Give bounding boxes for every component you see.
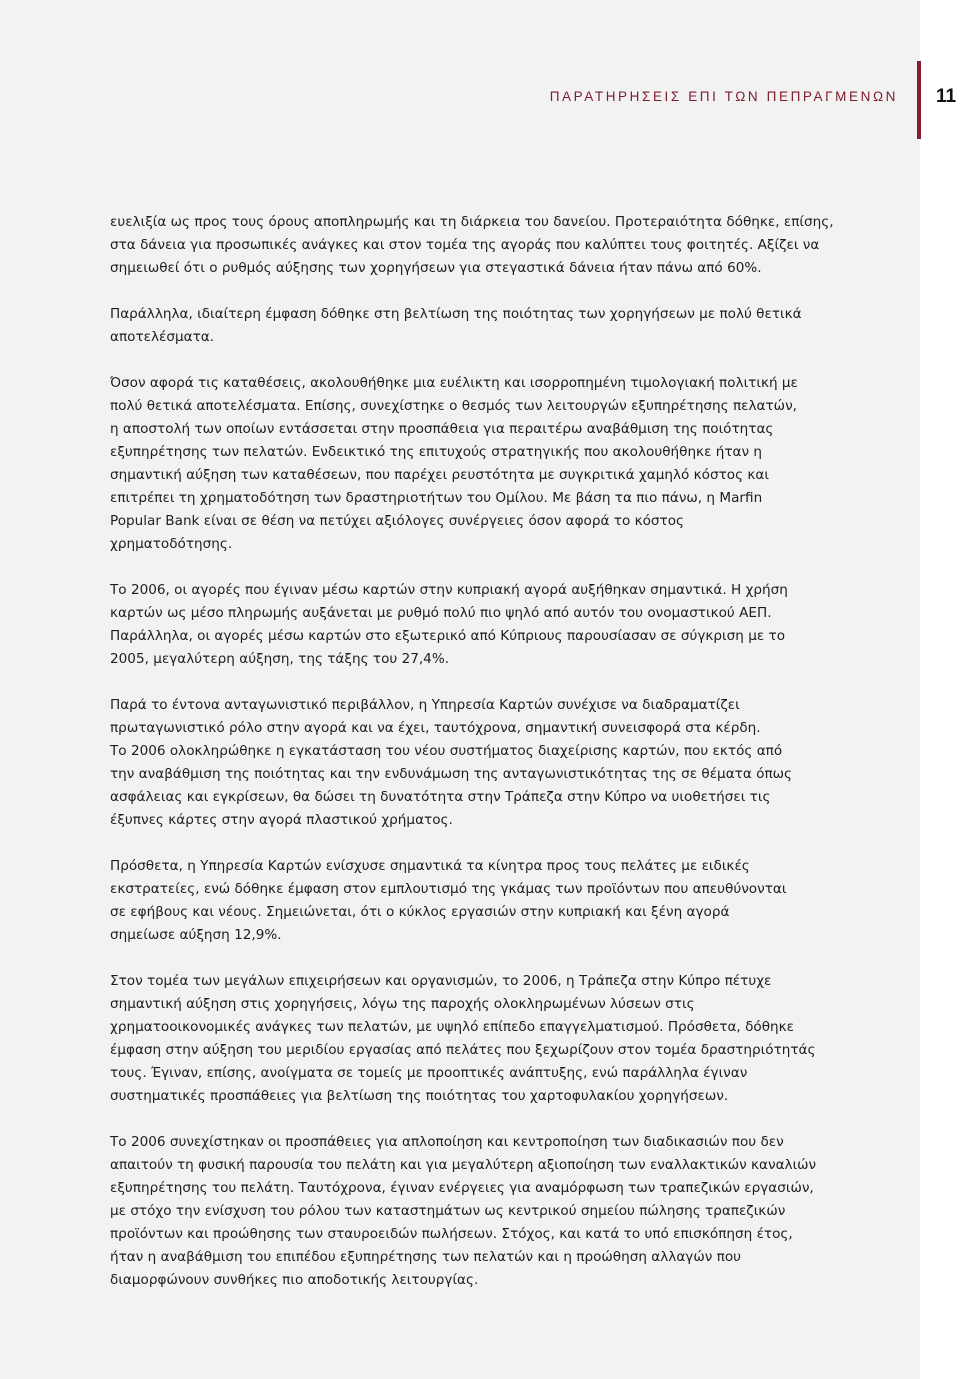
paragraph-8 [110, 1131, 830, 1292]
text-line: η αποστολή των οποίων εντάσσεται στην προσπάθεια για περαιτέρω αναβάθμιση της ποιότητας [110, 421, 774, 437]
text-line: 2005, μεγαλύτερη αύξηση, της τάξης του 27,4%. [110, 651, 450, 667]
text-line: σημαντική αύξηση των καταθέσεων, που παρέχει ρευστότητα με συγκριτικά χαμηλό κόστος και [110, 467, 769, 483]
text-line: έξυπνες κάρτες στην αγορά πλαστικού χρήματος. [110, 812, 453, 828]
text-line: ασφάλειας και εγκρίσεων, θα δώσει τη δυνατότητα στην Τράπεζα στην Κύπρο να υιοθετήσει τις [110, 789, 771, 805]
text-line: Το 2006 συνεχίστηκαν οι προσπάθειες για απλοποίηση και κεντροποίηση των διαδικασιών που δεν [110, 1134, 784, 1150]
text-line: Στον τομέα των μεγάλων επιχειρήσεων και οργανισμών, το 2006, η Τράπεζα στην Κύπρο πέτυχε [110, 973, 772, 989]
text-line: πολύ θετικά αποτελέσματα. Επίσης, συνεχίστηκε ο θεσμός των λειτουργών εξυπηρέτησης πελατών, [110, 398, 797, 414]
paragraph-7 [110, 970, 830, 1108]
text-line: τους. Έγιναν, επίσης, ανοίγματα σε τομείς με προοπτικές ανάπτυξης, ενώ παράλληλα έγιναν [110, 1065, 748, 1081]
body-text [110, 211, 834, 1315]
text-line: Πρόσθετα, η Υπηρεσία Καρτών ενίσχυσε σημαντικά τα κίνητρα προς τους πελάτες με ειδικές [110, 858, 750, 874]
text-line: αποτελέσματα. [110, 329, 215, 345]
text-line: Το 2006 ολοκληρώθηκε η εγκατάσταση του νέου συστήματος διαχείρισης καρτών, που εκτός από [110, 743, 783, 759]
text-line: σε εφήβους και νέους. Σημειώνεται, ότι ο κύκλος εργασιών στην κυπριακή και ξένη αγορά [110, 904, 730, 920]
text-line: εκστρατείες, ενώ δόθηκε έμφαση στον εμπλουτισμό της γκάμας των προϊόντων που απευθύνονται [110, 881, 787, 897]
text-line: Παρά το έντονα ανταγωνιστικό περιβάλλον, η Υπηρεσία Καρτών συνέχισε να διαδραματίζει [110, 697, 740, 713]
paragraph-3 [110, 372, 830, 556]
text-line: Όσον αφορά τις καταθέσεις, ακολουθήθηκε μια ευέλικτη και ισορροπημένη τιμολογιακή πολιτική με [110, 375, 798, 391]
text-line: προϊόντων και προώθησης των σταυροειδών πωλήσεων. Στόχος, και κατά το υπό επισκόπηση έτος, [110, 1226, 793, 1242]
text-line: σημειωθεί ότι ο ρυθμός αύξησης των χορηγήσεων για στεγαστικά δάνεια ήταν πάνω από 60%. [110, 260, 762, 276]
text-line: ήταν η αναβάθμιση του επιπέδου εξυπηρέτησης των πελατών και η προώθηση αλλαγών που [110, 1249, 742, 1265]
text-line: Το 2006, οι αγορές που έγιναν μέσω καρτών στην κυπριακή αγορά αυξήθηκαν σημαντικά. Η χρήση [110, 582, 788, 598]
paragraph-2 [110, 303, 830, 349]
paragraph-1 [110, 211, 834, 280]
text-line: με στόχο την ενίσχυση του ρόλου των καταστημάτων ως κεντρικού σημείου πώλησης τραπεζικών [110, 1203, 786, 1219]
section-title: ΠΑΡΑΤΗΡΗΣΕΙΣ ΕΠΙ ΤΩΝ ΠΕΠΡΑΓΜΕΝΩΝ [549, 89, 898, 104]
text-line: έμφαση στην αύξηση του μεριδίου εργασίας από πελάτες που ξεχωρίζουν στον τομέα δραστηριότητάς [110, 1042, 816, 1058]
header-divider [917, 61, 921, 139]
text-line: εξυπηρέτησης των πελατών. Ενδεικτικό της επιτυχούς στρατηγικής που ακολουθήθηκε ήταν η [110, 444, 763, 460]
text-line: χρηματοοικονομικές ανάγκες των πελατών, με υψηλό επίπεδο επαγγελματισμού. Πρόσθετα, δόθηκε [110, 1019, 794, 1035]
page-number: 11 [936, 86, 957, 107]
text-line: την αναβάθμιση της ποιότητας και την ενδυνάμωση της ανταγωνιστικότητας της σε θέματα όπως [110, 766, 792, 782]
paragraph-6 [110, 855, 830, 947]
text-line: διαμορφώνουν συνθήκες πιο αποδοτικής λειτουργίας. [110, 1272, 479, 1288]
text-line: Popular Bank είναι σε θέση να πετύχει αξιόλογες συνέργειες όσον αφορά το κόστος [110, 513, 685, 529]
text-line: καρτών ως μέσο πληρωμής αυξάνεται με ρυθμό πολύ πιο ψηλό από αυτόν του ονομαστικού ΑΕΠ. [110, 605, 772, 621]
text-line: επιτρέπει τη χρηματοδότηση των δραστηριοτήτων του Ομίλου. Με βάση τα πιο πάνω, η Marfin [110, 490, 763, 506]
text-line: πρωταγωνιστικό ρόλο στην αγορά και να έχει, ταυτόχρονα, σημαντική συνεισφορά στα κέρδη. [110, 720, 761, 736]
text-line: στα δάνεια για προσωπικές ανάγκες και στον τομέα της αγοράς που καλύπτει τους φοιτητές. Αξίζει να [110, 237, 820, 253]
text-line: απαιτούν τη φυσική παρουσία του πελάτη και για μεγαλύτερη αξιοποίηση των εναλλακτικών καναλιών [110, 1157, 817, 1173]
text-line: σημαντική αύξηση στις χορηγήσεις, λόγω της παροχής ολοκληρωμένων λύσεων στις [110, 996, 695, 1012]
paragraph-4 [110, 579, 830, 671]
text-line: σημείωσε αύξηση 12,9%. [110, 927, 282, 943]
paragraph-5 [110, 694, 830, 832]
text-line: χρηματοδότησης. [110, 536, 233, 552]
text-line: ευελιξία ως προς τους όρους αποπληρωμής και τη διάρκεια του δανείου. Προτεραιότητα δόθηκε, επίσης, [110, 214, 834, 230]
text-line: Παράλληλα, οι αγορές μέσω καρτών στο εξωτερικό από Κύπριους παρουσίασαν σε σύγκριση με το [110, 628, 786, 644]
text-line: Παράλληλα, ιδιαίτερη έμφαση δόθηκε στη βελτίωση της ποιότητας των χορηγήσεων με πολύ θετικά [110, 306, 802, 322]
text-line: συστηματικές προσπάθειες για βελτίωση της ποιότητας του χαρτοφυλακίου χορηγήσεων. [110, 1088, 729, 1104]
text-line: εξυπηρέτησης του πελάτη. Ταυτόχρονα, έγιναν ενέργειες για αναμόρφωση των τραπεζικών εργασιών, [110, 1180, 814, 1196]
